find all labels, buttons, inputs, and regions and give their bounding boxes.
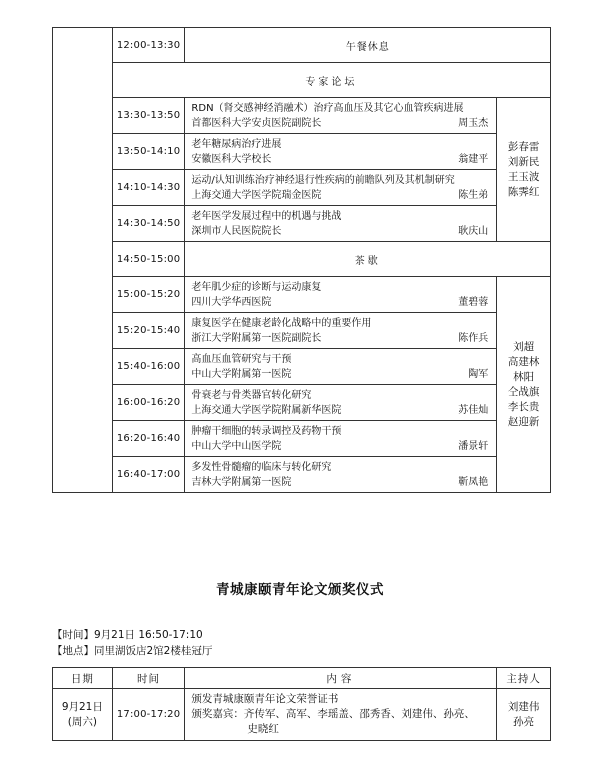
- talk-organization: 首都医科大学安贞医院副院长: [191, 117, 322, 129]
- talk-title: 康复医学在健康老龄化战略中的重要作用: [191, 317, 372, 329]
- award-place-line: 【地点】同里湖饭店2馆2楼桂冠厅: [52, 645, 213, 657]
- award-content-line3: 史晓红: [247, 723, 279, 735]
- header-host: 主持人: [497, 668, 551, 689]
- session-hosts: [497, 98, 551, 242]
- talk-cell: [185, 385, 497, 421]
- session-hosts: [497, 277, 551, 493]
- talk-title: 高血压血管研究与干预: [191, 353, 292, 365]
- talk-cell: [185, 313, 497, 349]
- talk-time: 14:30-14:50: [112, 206, 185, 242]
- tea-break-row: [53, 242, 551, 277]
- award-ceremony-title: 青城康颐青年论文颁奖仪式: [216, 582, 384, 598]
- talk-organization: 深圳市人民医院院长: [191, 225, 282, 237]
- award-content-line2: 颁奖嘉宾：齐传军、高军、李瑶盖、邵秀香、刘建伟、孙亮、: [191, 708, 475, 720]
- talk-title: RDN（肾交感神经消融术）治疗高血压及其它心血管疾病进展: [191, 102, 464, 114]
- talk-row: [53, 277, 551, 313]
- date-column-cell: [53, 28, 113, 493]
- talk-time: 16:20-16:40: [112, 421, 185, 457]
- session-host: 高建林: [507, 355, 540, 368]
- talk-title: 骨衰老与骨类器官转化研究: [191, 389, 312, 401]
- talk-title: 肿瘤干细胞的转录调控及药物干预: [191, 425, 342, 437]
- session-host: 王玉波: [507, 170, 540, 183]
- award-hosts: [497, 689, 551, 741]
- talk-organization: 吉林大学附属第一医院: [191, 476, 292, 488]
- lunch-row: [53, 28, 551, 63]
- talk-cell: [185, 98, 497, 134]
- talk-cell: [185, 457, 497, 493]
- talk-speaker: 周玉杰: [458, 118, 489, 129]
- talk-cell: [185, 421, 497, 457]
- award-content: [185, 689, 497, 741]
- session-host: 李长贵: [507, 400, 540, 413]
- award-table: [52, 667, 551, 741]
- talk-row: [53, 457, 551, 493]
- talk-row: [53, 170, 551, 206]
- lunch-label: 午餐休息: [185, 28, 551, 63]
- forum-header-row: [53, 63, 551, 98]
- tea-break-time: 14:50-15:00: [112, 242, 185, 277]
- talk-cell: [185, 134, 497, 170]
- award-time-line: 【时间】9月21日 16:50-17:10: [52, 629, 203, 641]
- talk-speaker: 耿庆山: [458, 226, 489, 237]
- talk-row: [53, 349, 551, 385]
- lunch-time: 12:00-13:30: [112, 28, 185, 63]
- talk-speaker: 陈生弟: [458, 190, 489, 201]
- talk-organization: 上海交通大学医学院附属新华医院: [191, 404, 342, 416]
- talk-row: [53, 313, 551, 349]
- talk-cell: [185, 277, 497, 313]
- talk-speaker: 靳凤艳: [458, 477, 489, 488]
- talk-cell: [185, 349, 497, 385]
- talk-title: 老年肌少症的诊断与运动康复: [191, 281, 322, 293]
- talk-title: 运动/认知训练治疗神经退行性疾病的前瞻队列及其机制研究: [191, 174, 455, 186]
- talk-row: [53, 421, 551, 457]
- talk-time: 15:20-15:40: [112, 313, 185, 349]
- tea-break-label: 茶歇: [185, 242, 551, 277]
- award-header-row: [53, 668, 551, 689]
- award-time: 17:00-17:20: [112, 689, 185, 741]
- talk-time: 16:40-17:00: [112, 457, 185, 493]
- forum-header: 专家论坛: [112, 63, 550, 98]
- talk-organization: 中山大学中山医学院: [191, 440, 282, 452]
- session-host: 刘新民: [507, 155, 540, 168]
- award-content-line1: 颁发青城康颐青年论文荣誉证书: [191, 693, 339, 705]
- award-date-line2: (周六): [67, 715, 97, 728]
- talk-cell: [185, 170, 497, 206]
- header-content: 内容: [185, 668, 497, 689]
- session-host: 陈霁红: [507, 185, 540, 198]
- talk-organization: 安徽医科大学校长: [191, 153, 272, 165]
- talk-time: 13:30-13:50: [112, 98, 185, 134]
- talk-time: 16:00-16:20: [112, 385, 185, 421]
- award-date-line1: 9月21日: [61, 700, 103, 713]
- header-time: 时间: [112, 668, 185, 689]
- talk-organization: 四川大学华西医院: [191, 296, 272, 308]
- talk-title: 老年糖尿病治疗进展: [191, 138, 282, 150]
- talk-title: 多发性骨髓瘤的临床与转化研究: [191, 461, 332, 473]
- talk-row: [53, 98, 551, 134]
- award-date: [53, 689, 113, 741]
- talk-speaker: 潘景轩: [458, 441, 489, 452]
- talk-organization: 浙江大学附属第一医院副院长: [191, 332, 322, 344]
- session-host: 刘超: [513, 340, 535, 353]
- talk-row: [53, 206, 551, 242]
- talk-row: [53, 134, 551, 170]
- talk-time: 15:40-16:00: [112, 349, 185, 385]
- session-host: 仝战旗: [507, 385, 540, 398]
- session-host: 彭春雷: [507, 140, 540, 153]
- award-host: 刘建伟: [507, 700, 540, 713]
- talk-organization: 上海交通大学医学院瑞金医院: [191, 189, 322, 201]
- talk-time: 15:00-15:20: [112, 277, 185, 313]
- talk-speaker: 陈作兵: [458, 333, 489, 344]
- talk-time: 13:50-14:10: [112, 134, 185, 170]
- schedule-table: [52, 27, 551, 493]
- talk-organization: 中山大学附属第一医院: [191, 368, 292, 380]
- talk-speaker: 陶军: [468, 369, 489, 380]
- talk-speaker: 翁建平: [458, 154, 489, 165]
- session-host: 赵迎新: [507, 415, 540, 428]
- talk-row: [53, 385, 551, 421]
- award-row: [53, 689, 551, 741]
- session-host: 林阳: [513, 370, 535, 383]
- talk-speaker: 苏佳灿: [458, 405, 489, 416]
- talk-speaker: 董碧蓉: [458, 297, 489, 308]
- header-date: 日期: [53, 668, 113, 689]
- talk-time: 14:10-14:30: [112, 170, 185, 206]
- talk-title: 老年医学发展过程中的机遇与挑战: [191, 210, 342, 222]
- talk-cell: [185, 206, 497, 242]
- award-host: 孙亮: [513, 715, 535, 728]
